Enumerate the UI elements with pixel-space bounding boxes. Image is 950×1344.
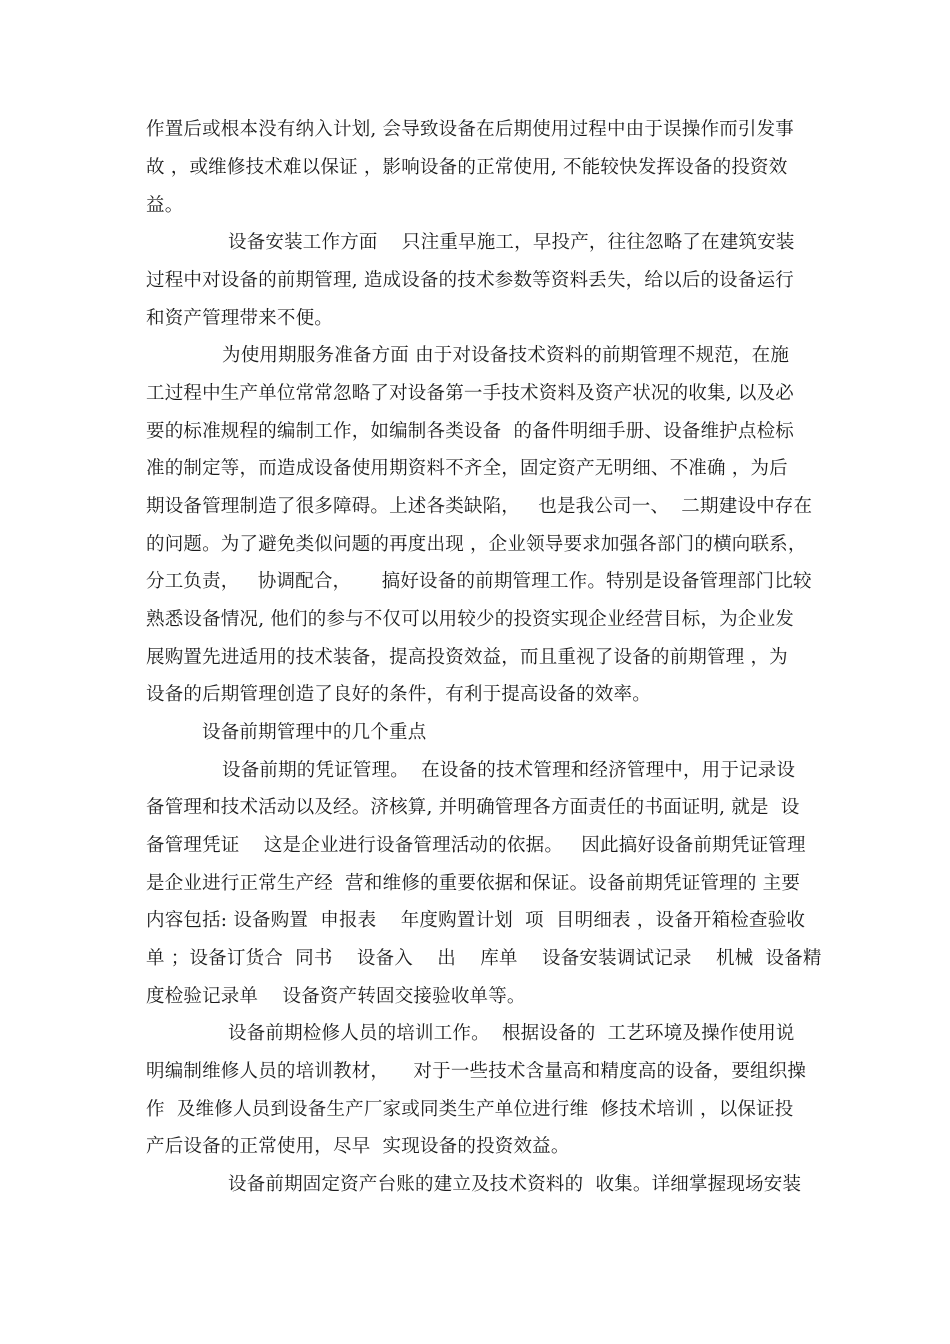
text-line: 度检验记录单 设备资产转固交接验收单等。 [146,986,526,1007]
text-line: 内容包括: 设备购置 申报表 年度购置计划 项 目明细表 ，设备开箱检查验收 [146,910,806,931]
text-line: 准的制定等，而造成设备使用期资料不齐全，固定资产无明细、不准确 ，为后 [146,458,788,479]
paragraph-start-line: 设备前期固定资产台账的建立及技术资料的 收集。详细掌握现场安装 [228,1174,802,1195]
text-line: 和资产管理带来不便。 [146,308,334,329]
section-heading: 设备前期管理中的几个重点 [202,722,427,743]
paragraph-start-line: 设备前期检修人员的培训工作。 根据设备的 工艺环境及操作使用说 [228,1023,795,1044]
text-line: 备管理凭证 这是企业进行设备管理活动的依据。 因此搞好设备前期凭证管理 [146,835,806,856]
text-line: 期设备管理制造了很多障碍。上述各类缺陷， 也是我公司一、 二期建设中存在 [146,496,813,517]
text-line: 作 及维修人员到设备生产厂家或同类生产单位进行维 修技术培训 ，以保证投 [146,1099,794,1120]
text-line: 是企业进行正常生产经 营和维修的重要依据和保证。设备前期凭证管理的 主要 [146,873,801,894]
text-line: 作置后或根本没有纳入计划, 会导致设备在后期使用过程中由于误操作而引发事 [146,119,794,140]
text-line: 益。 [146,195,184,216]
text-line: 熟悉设备情况, 他们的参与不仅可以用较少的投资实现企业经营目标，为企业发 [146,609,794,630]
text-line: 明编制维修人员的培训教材， 对于一些技术含量高和精度高的设备，要组织操 [146,1061,807,1082]
text-line: 过程中对设备的前期管理, 造成设备的技术参数等资料丢失，给以后的设备运行 [146,270,794,291]
text-line: 单 ；设备订货合 同书 设备入 出 库单 设备安装调试记录 机械 设备精 [146,948,822,969]
text-line: 故 ，或维修技术难以保证 ，影响设备的正常使用, 不能较快发挥设备的投资效 [146,157,788,178]
paragraph-start-line: 设备前期的凭证管理。 在设备的技术管理和经济管理中，用于记录设 [222,760,796,781]
text-line: 工过程中生产单位常常忽略了对设备第一手技术资料及资产状况的收集, 以及必 [146,383,794,404]
text-line: 的问题。为了避免类似问题的再度出现 ，企业领导要求加强各部门的横向联系， [146,534,807,555]
paragraph-start-line: 设备安装工作方面 只注重早施工，早投产，往往忽略了在建筑安装 [228,232,795,253]
text-line: 展购置先进适用的技术装备，提高投资效益，而且重视了设备的前期管理 ，为 [146,647,788,668]
text-line: 设备的后期管理创造了良好的条件，有利于提高设备的效率。 [146,684,651,705]
text-line: 要的标准规程的编制工作，如编制各类设备 的备件明细手册、设备维护点检标 [146,421,794,442]
text-line: 分工负责， 协调配合， 搞好设备的前期管理工作。特别是设备管理部门比较 [146,571,812,592]
paragraph-start-line: 为使用期服务准备方面 由于对设备技术资料的前期管理不规范，在施 [222,345,790,366]
text-line: 产后设备的正常使用，尽早 实现设备的投资效益。 [146,1136,570,1157]
text-line: 备管理和技术活动以及经。济核算, 并明确管理各方面责任的书面证明, 就是 设 [146,797,800,818]
